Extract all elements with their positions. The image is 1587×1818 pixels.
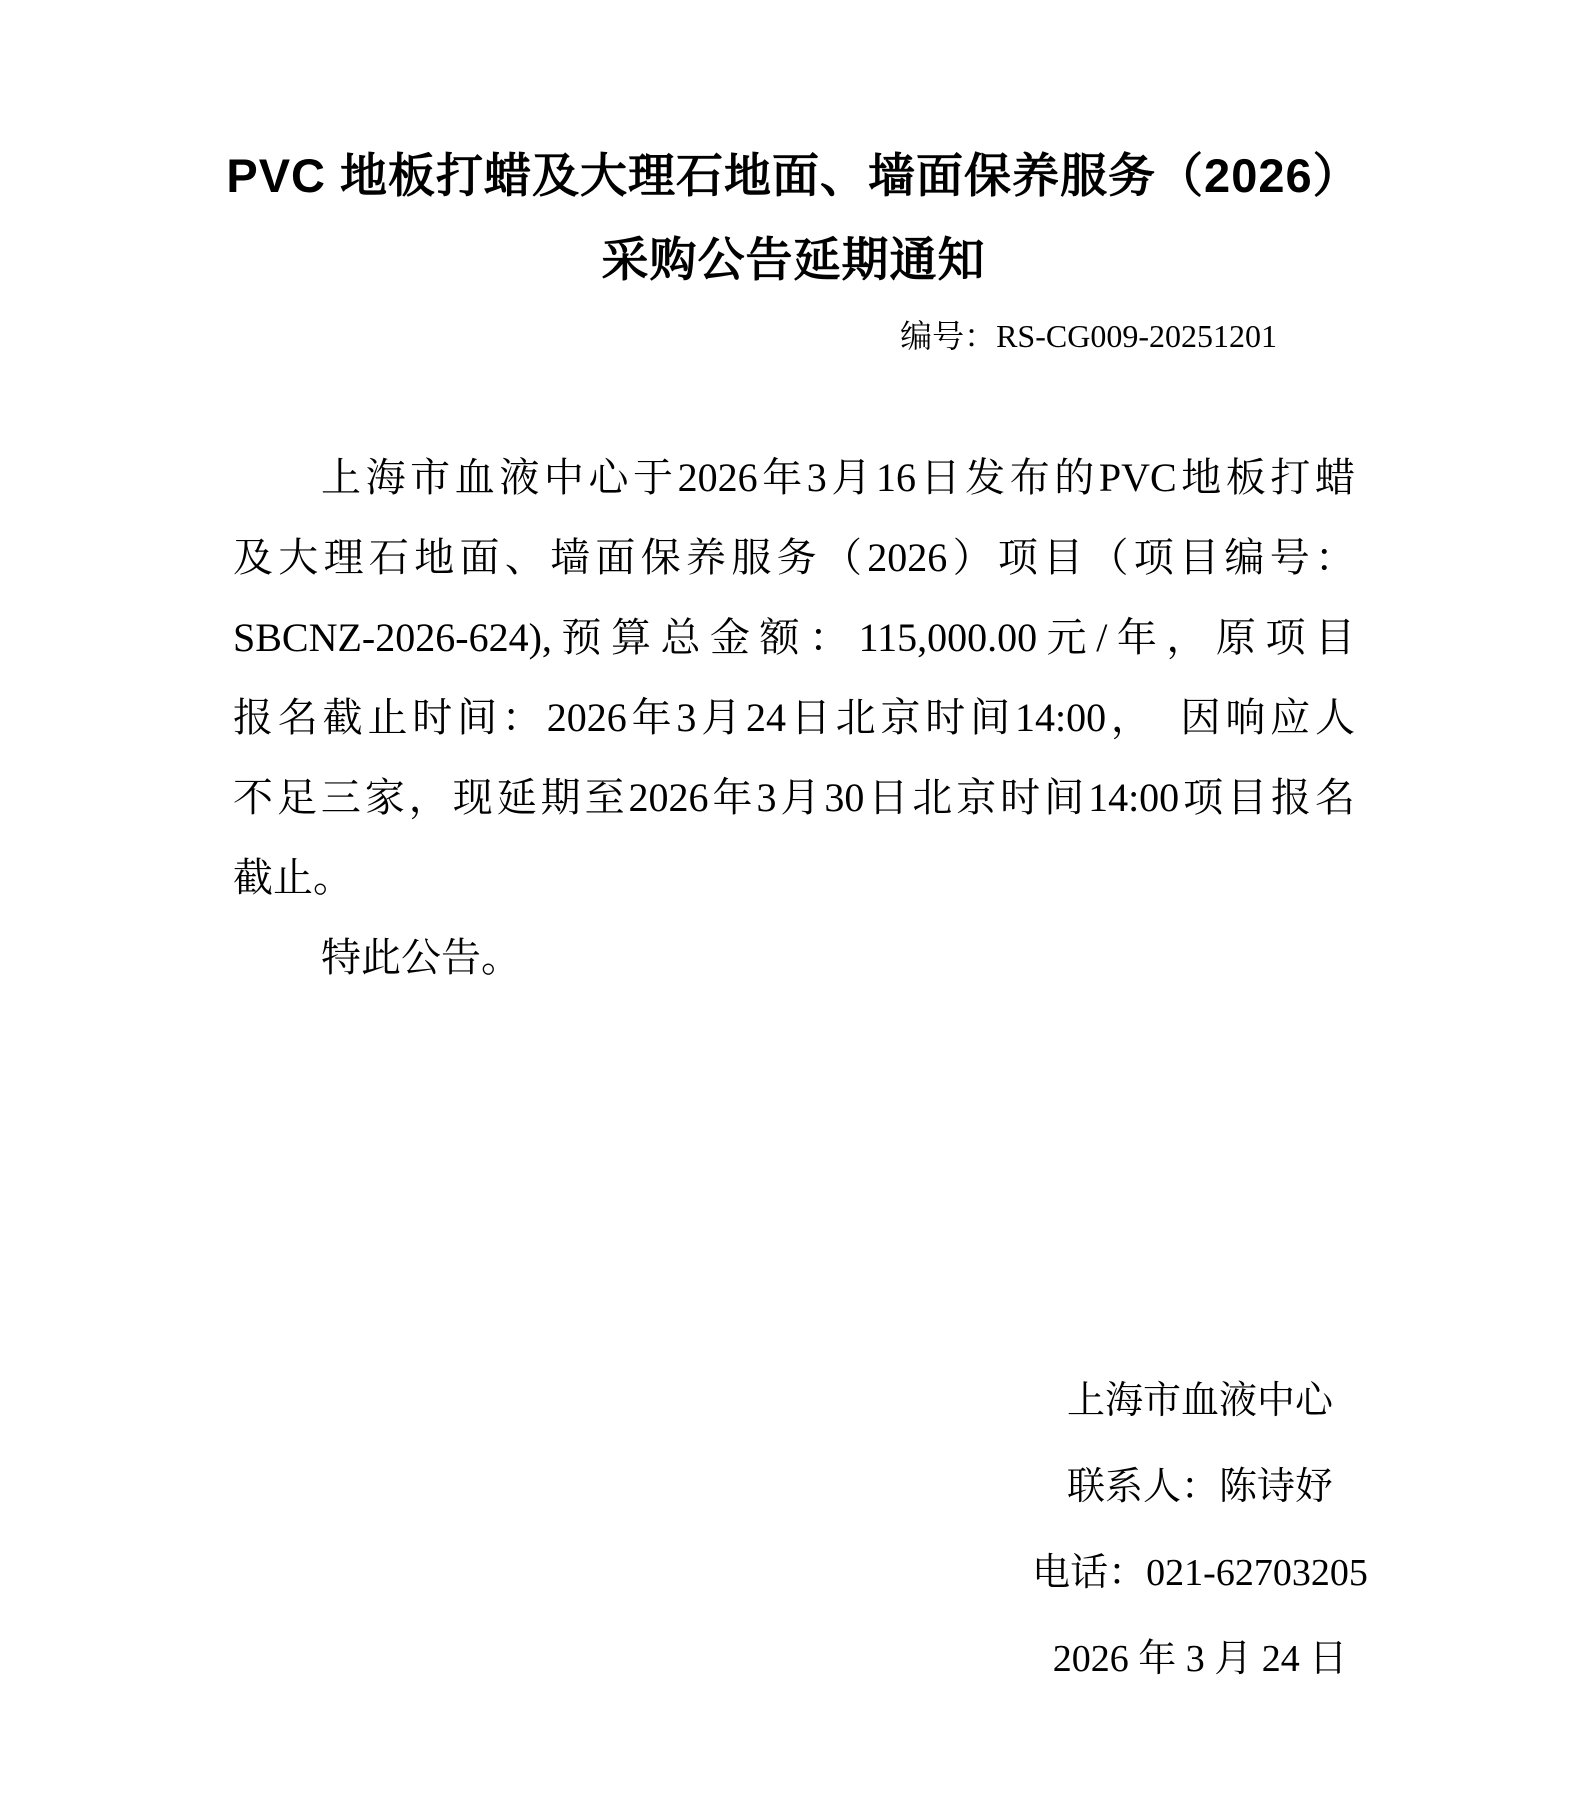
- signature-phone: 电话：021-62703205: [1032, 1552, 1368, 1594]
- body-line: 报名截止时间：2026年3月24日北京时间14:00， 因响应人: [233, 695, 1355, 740]
- body-line: 上海市血液中心于2026年3月16日发布的PVC地板打蜡: [321, 455, 1355, 500]
- signature-organization: 上海市血液中心: [1066, 1380, 1333, 1422]
- document-title-line1: PVC 地板打蜡及大理石地面、墙面保养服务（2026）: [226, 149, 1361, 202]
- body-line: SBCNZ-2026-624),预算总金额：115,000.00元/年，原项目: [233, 615, 1355, 660]
- body-line: 截止。: [233, 855, 353, 900]
- body-closing-line: 特此公告。: [321, 935, 521, 980]
- signature-date: 2026 年 3 月 24 日: [1052, 1638, 1348, 1680]
- signature-contact-person: 联系人：陈诗妤: [1066, 1466, 1333, 1508]
- document-title-line2: 采购公告延期通知: [601, 233, 986, 286]
- document-body: [233, 438, 1355, 998]
- signature-block: [1000, 1358, 1400, 1702]
- body-line: 及大理石地面、墙面保养服务（2026）项目（项目编号：: [233, 535, 1355, 580]
- body-line: 不足三家，现延期至2026年3月30日北京时间14:00项目报名: [233, 775, 1355, 820]
- document-number: 编号：RS-CG009-20251201: [900, 318, 1277, 354]
